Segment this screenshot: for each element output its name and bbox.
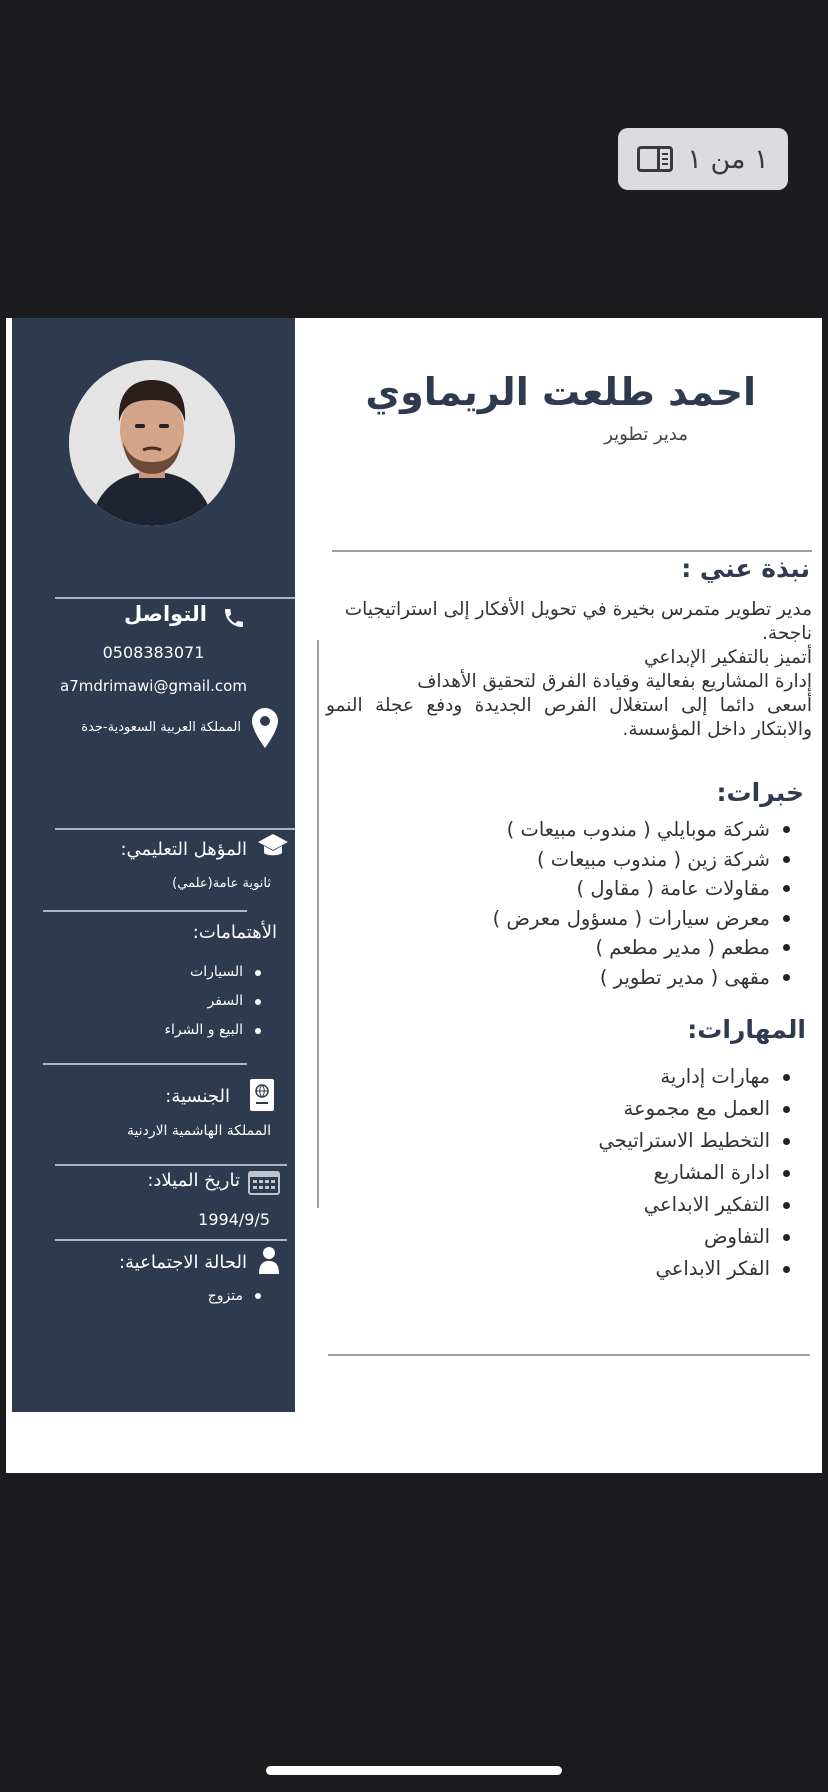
skills-list — [598, 1061, 792, 1285]
divider — [43, 910, 247, 912]
divider — [55, 1164, 287, 1166]
passport-icon — [249, 1078, 275, 1112]
divider — [55, 828, 295, 830]
list-item: العمل مع مجموعة — [598, 1093, 792, 1125]
person-icon — [258, 1246, 280, 1274]
list-item: السيارات — [164, 958, 265, 987]
divider — [55, 597, 295, 599]
contact-phone: 0508383071 — [102, 643, 205, 662]
skills-heading: المهارات: — [687, 1015, 806, 1044]
education-value: ثانوية عامة(علمي) — [172, 876, 271, 891]
about-heading: نبذة عني : — [681, 554, 810, 583]
about-line: أسعى دائما إلى استغلال الفرص الجديدة ودفع عجلة النمو والابتكار داخل المؤسسة. — [326, 695, 812, 740]
sidebar-toggle-icon — [637, 146, 673, 172]
list-item: شركة زين ( مندوب مبيعات ) — [493, 845, 792, 875]
vertical-divider — [317, 640, 319, 1208]
interests-heading: الأهتمامات: — [192, 922, 277, 943]
list-item: مقاولات عامة ( مقاول ) — [493, 874, 792, 904]
experience-heading: خبرات: — [716, 778, 804, 807]
experience-list — [493, 815, 792, 992]
calendar-icon — [248, 1169, 280, 1195]
page-indicator[interactable] — [618, 128, 788, 190]
birth-date-value: 1994/9/5 — [198, 1210, 270, 1229]
contact-heading: التواصل — [123, 602, 207, 626]
list-item: الفكر الابداعي — [598, 1253, 792, 1285]
contact-location: المملكة العربية السعودية-جدة — [81, 720, 241, 735]
divider — [328, 1354, 810, 1356]
page-indicator-label: ١ من ١ — [687, 143, 769, 175]
marital-status-list — [208, 1284, 265, 1308]
divider — [332, 550, 812, 552]
list-item: مقهى ( مدير تطوير ) — [493, 963, 792, 993]
resume-sidebar — [12, 318, 295, 1412]
list-item: التفكير الابداعي — [598, 1189, 792, 1221]
education-heading: المؤهل التعليمي: — [120, 839, 247, 860]
list-item: التفاوض — [598, 1221, 792, 1253]
about-line: إدارة المشاريع بفعالية وقيادة الفرق لتحقيق الأهداف — [417, 671, 812, 692]
list-item: معرض سيارات ( مسؤول معرض ) — [493, 904, 792, 934]
resume-name: احمد طلعت الريماوي — [365, 370, 756, 414]
divider — [55, 1239, 287, 1241]
phone-icon — [222, 606, 246, 630]
resume-job-title: مدير تطوير — [604, 424, 688, 445]
about-text — [326, 598, 812, 742]
location-pin-icon — [252, 708, 278, 748]
nationality-value: المملكة الهاشمية الاردنية — [126, 1123, 271, 1139]
profile-photo — [69, 360, 235, 526]
list-item: شركة موبايلي ( مندوب مبيعات ) — [493, 815, 792, 845]
birth-date-heading: تاريخ الميلاد: — [147, 1170, 240, 1191]
list-item: ادارة المشاريع — [598, 1157, 792, 1189]
home-indicator[interactable] — [266, 1766, 562, 1775]
list-item: البيع و الشراء — [164, 1016, 265, 1045]
about-line: مدير تطوير متمرس بخيرة في تحويل الأفكار إلى استراتيجيات ناجحة. — [344, 599, 812, 644]
divider — [43, 1063, 247, 1065]
list-item: السفر — [164, 987, 265, 1016]
graduation-cap-icon — [257, 832, 289, 860]
nationality-heading: الجنسية: — [165, 1086, 230, 1107]
contact-email: a7mdrimawi@gmail.com — [60, 677, 247, 695]
about-line: أتميز بالتفكير الإبداعي — [643, 647, 812, 668]
list-item: التخطيط الاستراتيجي — [598, 1125, 792, 1157]
interests-list — [164, 958, 265, 1045]
list-item: مهارات إدارية — [598, 1061, 792, 1093]
list-item: مطعم ( مدير مطعم ) — [493, 933, 792, 963]
resume-page — [6, 318, 822, 1473]
list-item: متزوج — [208, 1284, 265, 1308]
marital-status-heading: الحالة الاجتماعية: — [118, 1252, 247, 1273]
